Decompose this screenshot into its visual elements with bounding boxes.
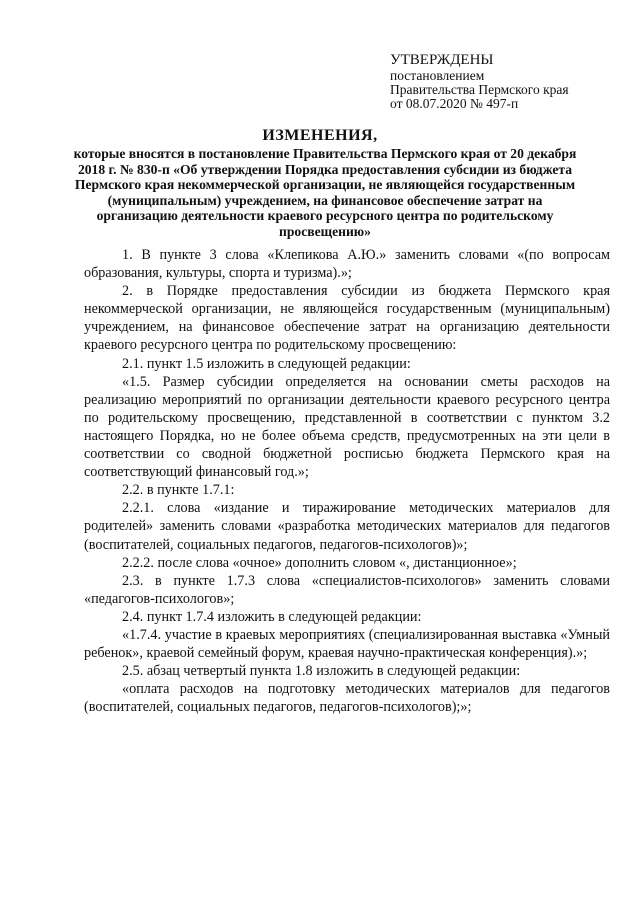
approval-line-2: Правительства Пермского края xyxy=(390,82,569,97)
paragraph-2-1: 2.1. пункт 1.5 изложить в следующей редакции: xyxy=(122,355,411,372)
paragraph-2-4: 2.4. пункт 1.7.4 изложить в следующей редакции: xyxy=(122,608,422,625)
paragraph-2-3: 2.3. в пункте 1.7.3 слова «специалистов-психологов» заменить словами «педагогов-психологов»; xyxy=(84,572,610,607)
paragraph-2: 2. в Порядке предоставления субсидии из бюджета Пермского края некоммерческой организации, не являющейся государственным (муниципальным) учреждением, на финансовое обеспечение затрат на организацию деятельности краевого ресурсного центра по родительскому просвещению: xyxy=(84,283,610,354)
approval-title: УТВЕРЖДЕНЫ xyxy=(390,52,494,68)
approval-line-1: постановлением xyxy=(390,68,485,83)
approval-stamp xyxy=(390,52,630,111)
paragraph-2-2-1: 2.2.1. слова «издание и тиражирование методических материалов для родителей» заменить словами «разработка методических материалов для педагогов (воспитателей, социальных педагогов, педагогов-психологов)»; xyxy=(84,500,610,553)
paragraph-2-2-2: 2.2.2. после слова «очное» дополнить словом «, дистанционное»; xyxy=(122,554,517,571)
paragraph-1-8-text: «оплата расходов на подготовку методических материалов для педагогов (воспитателей, социальных педагогов, педагогов-психологов);»; xyxy=(84,681,610,716)
document-body xyxy=(84,246,610,716)
paragraph-1-7-4-text: «1.7.4. участие в краевых мероприятиях (специализированная выставка «Умный ребенок», краевой семейный форум, краевая научно-практическая конференция).»; xyxy=(84,626,610,662)
paragraph-2-5: 2.5. абзац четвертый пункта 1.8 изложить в следующей редакции: xyxy=(122,663,521,680)
approval-line-3: от 08.07.2020 № 497-п xyxy=(390,96,519,111)
document-title: ИЗМЕНЕНИЯ, xyxy=(262,127,378,144)
paragraph-2-2: 2.2. в пункте 1.7.1: xyxy=(122,482,235,499)
document-subtitle: которые вносятся в постановление Правительства Пермского края от 20 декабря 2018 г. № 830-п «Об утверждении Порядка предоставления субсидии из бюджета Пермского края некоммерческой организации, не являющейся государственным (муниципальным) учреждением, на финансовое обеспечение затрат на организацию деятельности краевого ресурсного центра по родительскому просвещению» xyxy=(73,146,577,239)
paragraph-1: 1. В пункте 3 слова «Клепикова А.Ю.» заменить словами «(по вопросам образования, культуры, спорта и туризма).»; xyxy=(84,247,610,282)
paragraph-1-5-text: «1.5. Размер субсидии определяется на основании сметы расходов на реализацию мероприятий по организации деятельности краевого ресурсного центра по родительскому просвещению, представленной в соответствии с пунктом 3.2 настоящего Порядка, но не более объема средств, предусмотренных на эти цели в соответствии со сводной бюджетной росписью бюджета Пермского края на соответствующий финансовый год.»; xyxy=(84,373,610,481)
